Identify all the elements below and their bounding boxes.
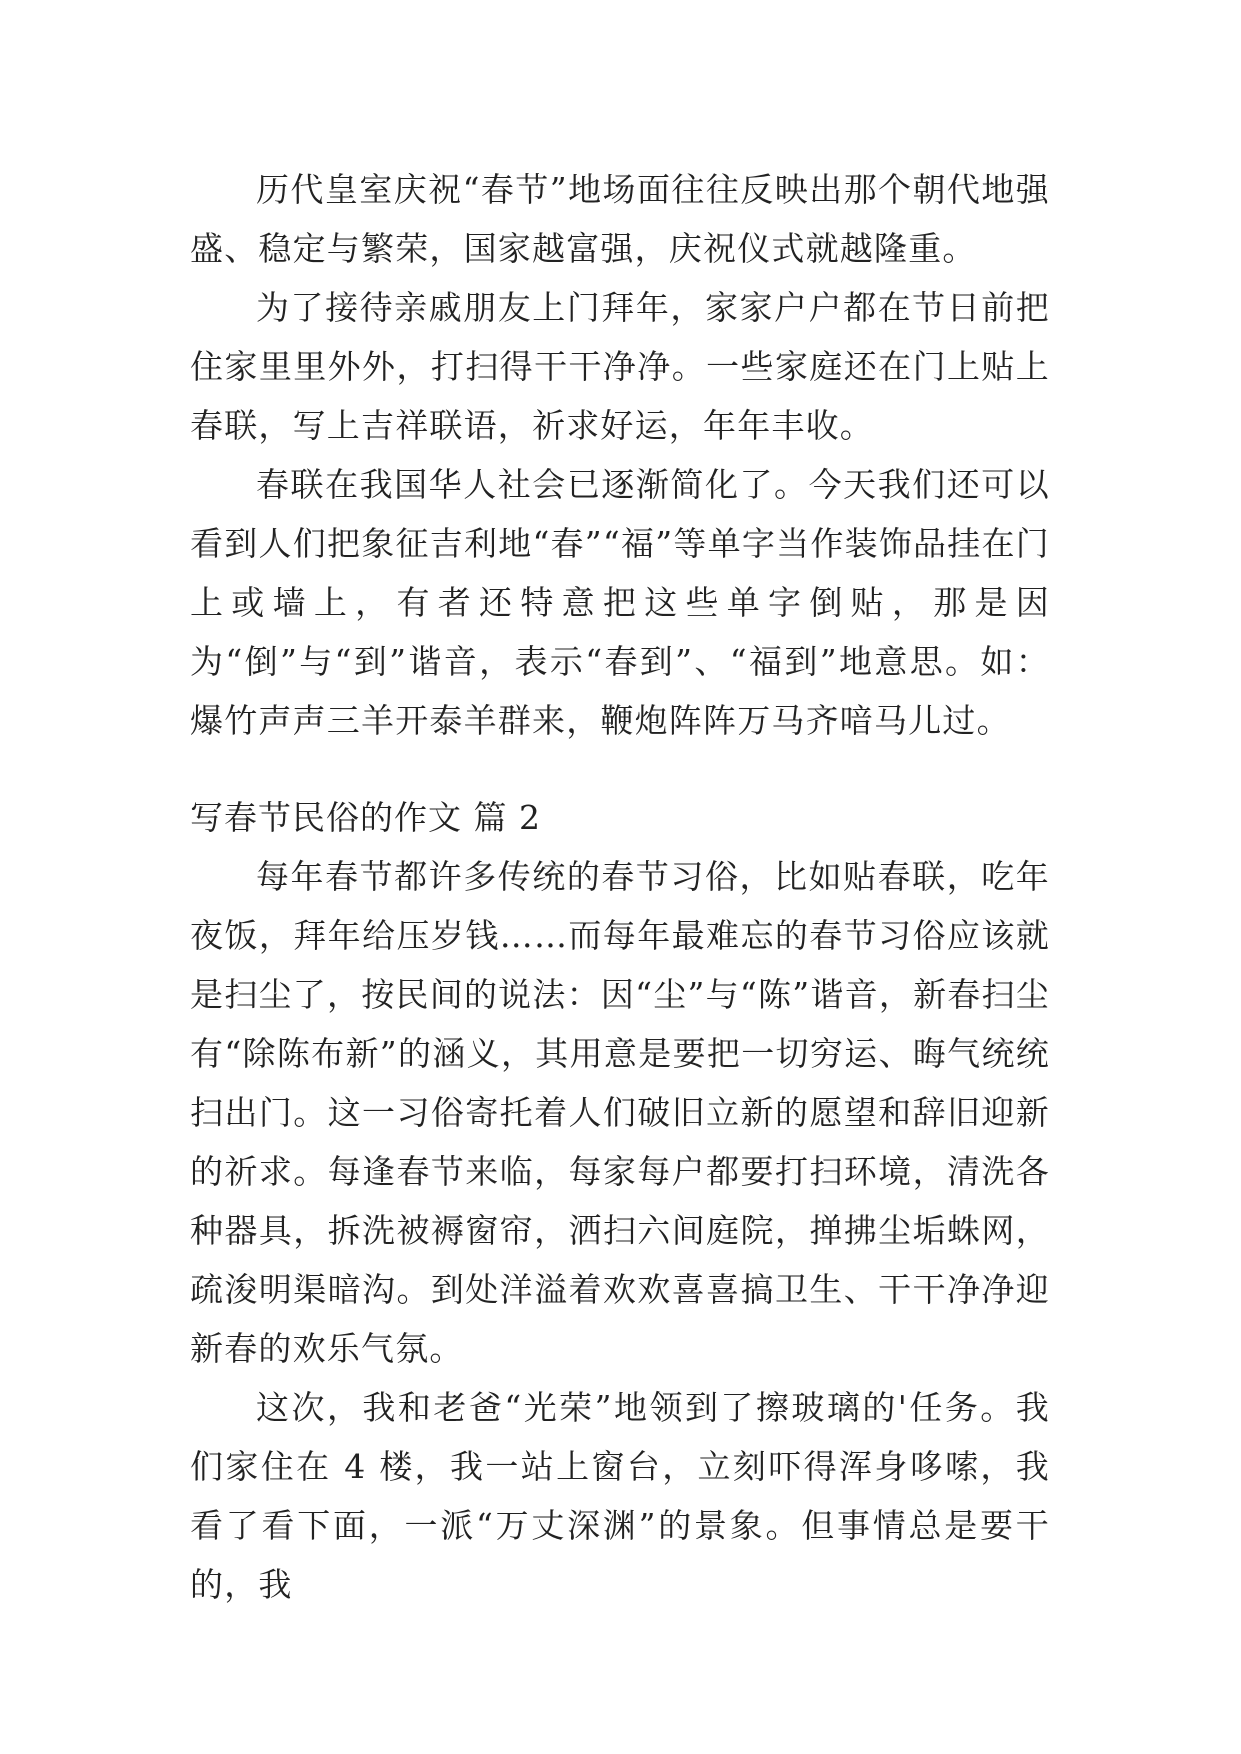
paragraph-imperial-celebration: 历代皇室庆祝“春节”地场面往往反映出那个朝代地强盛、稳定与繁荣，国家越富强，庆祝仪式就越隆重。 xyxy=(190,170,1050,268)
paragraph-window-cleaning: 这次，我和老爸“光荣”地领到了擦玻璃的'任务。我们家住在 4 楼，我一站上窗台，立刻吓得浑身哆嗦，我看了看下面，一派“万丈深渊”的景象。但事情总是要干的，我 xyxy=(190,1388,1050,1604)
paragraph-spring-couplets: 春联在我国华人社会已逐渐简化了。今天我们还可以看到人们把象征吉利地“春”“福”等单字当作装饰品挂在门上或墙上，有者还特意把这些单字倒贴，那是因为“倒”与“到”谐音，表示“春到”、“福到”地意思。如：爆竹声声三羊开泰羊群来，鞭炮阵阵万马齐喑马儿过。 xyxy=(190,465,1050,740)
document-body xyxy=(190,160,1050,1614)
paragraph-cleaning-homes: 为了接待亲戚朋友上门拜年，家家户户都在节日前把住家里里外外，打扫得干干净净。一些家庭还在门上贴上春联，写上吉祥联语，祈求好运，年年丰收。 xyxy=(190,288,1050,445)
section-spacer xyxy=(190,750,1050,788)
paragraph-sweeping-dust: 每年春节都许多传统的春节习俗，比如贴春联，吃年夜饭，拜年给压岁钱……而每年最难忘的春节习俗应该就是扫尘了，按民间的说法：因“尘”与“陈”谐音，新春扫尘有“除陈布新”的涵义，其用意是要把一切穷运、晦气统统扫出门。这一习俗寄托着人们破旧立新的愿望和辞旧迎新的祈求。每逢春节来临，每家每户都要打扫环境，清洗各种器具，拆洗被褥窗帘，洒扫六间庭院，掸拂尘垢蛛网，疏浚明渠暗沟。到处洋溢着欢欢喜喜搞卫生、干干净净迎新春的欢乐气氛。 xyxy=(190,857,1050,1368)
section-heading: 写春节民俗的作文 篇 2 xyxy=(190,798,541,837)
